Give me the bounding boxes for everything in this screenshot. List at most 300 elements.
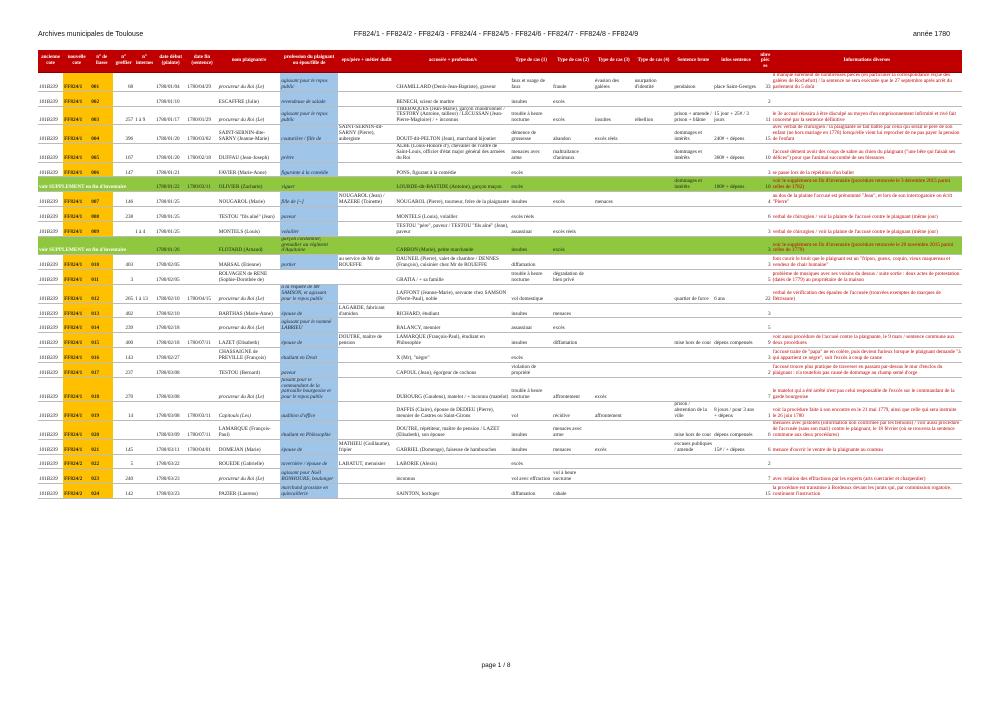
table-cell bbox=[134, 377, 155, 402]
table-cell bbox=[186, 91, 217, 106]
table-cell: l'accusé trouve plus pratique de traverser en passant par-dessus le mur d'enclos du plaignant : n'a toutefois pas causé de dommage au champ semé d'orge bbox=[772, 362, 962, 377]
table-cell: excès bbox=[552, 106, 594, 125]
table-cell bbox=[134, 348, 155, 363]
table-cell bbox=[594, 270, 634, 285]
table-cell bbox=[713, 221, 759, 236]
table-cell: vol à heure nocturne bbox=[552, 469, 594, 484]
table-cell: MATHIEU (Guillaume), fripier bbox=[338, 439, 395, 454]
table-cell bbox=[594, 469, 634, 484]
table-cell: LABORIE (Alexis) bbox=[395, 454, 510, 469]
table-cell: 1780/02/10 bbox=[155, 284, 186, 303]
table-cell: épouse de bbox=[280, 303, 337, 318]
table-cell: 7 bbox=[759, 377, 772, 402]
table-cell bbox=[594, 454, 634, 469]
table-cell: place Saint-Georges bbox=[713, 73, 759, 92]
column-header: nom plaignant/e bbox=[218, 50, 281, 73]
table-cell bbox=[134, 303, 155, 318]
table-cell bbox=[134, 270, 155, 285]
table-cell: 270 bbox=[113, 377, 134, 402]
table-cell: 101B339 bbox=[38, 377, 63, 402]
table-cell: FF824/1 bbox=[63, 318, 90, 333]
table-header-row bbox=[38, 50, 962, 73]
table-cell bbox=[634, 255, 674, 270]
table-row bbox=[38, 484, 962, 499]
column-header: Sentence brute bbox=[673, 50, 713, 73]
column-header: n° greffier bbox=[113, 50, 134, 73]
table-row bbox=[38, 333, 962, 348]
table-cell bbox=[594, 236, 634, 255]
table-cell: 005 bbox=[90, 143, 113, 162]
table-cell bbox=[634, 402, 674, 421]
table-cell: 1780/02/10 bbox=[155, 303, 186, 318]
table-cell: l'accusé dément avoir des coups de sabre au chien du plaignant ("une bête qui faisait ses délices") pour que l'animal succombé de ses blessures bbox=[772, 143, 962, 162]
table-cell: LAFFONT (Jeanne-Marie), servante chez SAMSON (Pierre-Paul), noble bbox=[395, 284, 510, 303]
table-row bbox=[38, 221, 962, 236]
column-header: n° internes bbox=[134, 50, 155, 73]
table-cell: 011 bbox=[90, 270, 113, 285]
table-cell bbox=[338, 91, 395, 106]
table-cell: PAZIER (Laurens) bbox=[218, 484, 281, 499]
table-cell: 10 bbox=[759, 143, 772, 162]
table-cell: 016 bbox=[90, 348, 113, 363]
table-cell: prêtre bbox=[280, 143, 337, 162]
table-cell bbox=[186, 469, 217, 484]
table-cell: DUBOURG (Gaudens), matelot / + inconnu (matelot) bbox=[395, 377, 510, 402]
table-cell: 017 bbox=[90, 362, 113, 377]
table-cell bbox=[338, 362, 395, 377]
table-cell: 100# + dépens bbox=[713, 177, 759, 192]
table-cell bbox=[134, 318, 155, 333]
table-cell: FF824/1 bbox=[63, 421, 90, 440]
table-cell bbox=[186, 362, 217, 377]
table-cell: 3 bbox=[759, 236, 772, 255]
page-number: page 1 / 8 bbox=[481, 662, 511, 669]
table-cell: agissant pour Noël BONHOURE, boulanger bbox=[280, 469, 337, 484]
column-header: profession du plaignant ou épou/fille de bbox=[280, 50, 337, 73]
table-cell: 101B339 bbox=[38, 469, 63, 484]
table-cell: 1780/03/11 bbox=[186, 402, 217, 421]
table-cell: BALANCY, meunier bbox=[395, 318, 510, 333]
table-cell: vol avec effraction bbox=[510, 469, 552, 484]
table-cell: procureur du Roi (Le) bbox=[218, 73, 281, 92]
table-cell: 1780/01/21 bbox=[155, 162, 186, 177]
table-cell: 1780/03/09 bbox=[155, 421, 186, 440]
table-cell bbox=[634, 318, 674, 333]
table-cell: 003 bbox=[90, 106, 113, 125]
table-cell: FF824/1 bbox=[63, 162, 90, 177]
table-cell: insultes bbox=[510, 333, 552, 348]
table-cell: affrontement bbox=[594, 402, 634, 421]
table-cell: 400 bbox=[113, 333, 134, 348]
table-cell: 6 ans bbox=[713, 284, 759, 303]
table-cell bbox=[594, 143, 634, 162]
table-cell: marchand grossiste en quincaillerie bbox=[280, 484, 337, 499]
table-cell: TESTOU "fils aîné" (Jean) bbox=[218, 207, 281, 222]
table-cell bbox=[713, 236, 759, 255]
table-cell: menaces bbox=[552, 439, 594, 454]
table-row bbox=[38, 125, 962, 144]
table-cell: 1 bbox=[759, 402, 772, 421]
table-cell: agissant pour le nommé LABRIEU bbox=[280, 318, 337, 333]
table-cell bbox=[673, 362, 713, 377]
table-cell bbox=[186, 484, 217, 499]
table-cell: 1780/07/11 bbox=[186, 333, 217, 348]
table-cell bbox=[134, 454, 155, 469]
table-cell: excès réels bbox=[552, 221, 594, 236]
table-cell: 238 bbox=[113, 207, 134, 222]
table-cell bbox=[338, 421, 395, 440]
column-header: Type de cas (4) bbox=[634, 50, 674, 73]
table-cell: LAMARQUE (François-Paul) bbox=[218, 421, 281, 440]
table-cell bbox=[134, 421, 155, 440]
table-cell bbox=[634, 348, 674, 363]
table-cell: FF824/1 bbox=[63, 402, 90, 421]
table-cell bbox=[338, 177, 395, 192]
table-cell: agissant pour le repos public bbox=[280, 106, 337, 125]
table-cell bbox=[134, 439, 155, 454]
table-cell bbox=[673, 377, 713, 402]
table-cell: voir aussi procédure de l'accusé contre la plaignante, le 9 mars / sentence commune aux deux procédures bbox=[772, 333, 962, 348]
table-cell: 1 à 9 bbox=[134, 106, 155, 125]
column-header: nouvelle cote bbox=[63, 50, 90, 73]
table-cell bbox=[552, 454, 594, 469]
table-cell: 265 bbox=[113, 284, 134, 303]
table-cell: 101B339 bbox=[38, 162, 63, 177]
table-cell: évasion des galères bbox=[594, 73, 634, 92]
table-cell: 396 bbox=[113, 125, 134, 144]
column-header: Type de cas (2) bbox=[552, 50, 594, 73]
table-cell bbox=[338, 207, 395, 222]
table-cell: 14 bbox=[113, 402, 134, 421]
table-cell bbox=[634, 362, 674, 377]
table-cell: étudiant en Philosophie bbox=[280, 421, 337, 440]
table-cell: excès bbox=[510, 454, 552, 469]
table-cell: 146 bbox=[113, 192, 134, 207]
table-cell: 403 bbox=[113, 255, 134, 270]
table-cell: excès bbox=[594, 377, 634, 402]
table-cell bbox=[634, 270, 674, 285]
table-cell: l'accusé traite de "papa" ne en colère, puis devient furieux lorsque le plaignant demande "à qui appartient ce nègre", soit l'excès à coup de canne bbox=[772, 349, 961, 361]
table-cell: 010 bbox=[90, 255, 113, 270]
table-cell: 147 bbox=[113, 162, 134, 177]
table-cell: 101B339 bbox=[38, 125, 63, 144]
table-cell: paveur bbox=[280, 362, 337, 377]
table-cell: 15 jour + 25# / 3 jours bbox=[713, 106, 759, 125]
table-cell: 101B339 bbox=[38, 484, 63, 499]
table-cell bbox=[634, 125, 674, 144]
table-cell: 2 bbox=[759, 91, 772, 106]
table-cell: MONTELS (Louis) bbox=[218, 221, 281, 236]
table-cell: étudiant en Droit bbox=[280, 348, 337, 363]
table-cell bbox=[713, 270, 759, 285]
table-cell bbox=[713, 303, 759, 318]
table-row bbox=[38, 362, 962, 377]
table-cell: CHASSAIGNE de PREVILLE (François) bbox=[218, 348, 281, 363]
table-cell: trouble à heure nocturne bbox=[510, 270, 552, 285]
table-cell: 101B339 bbox=[38, 270, 63, 285]
table-cell bbox=[338, 270, 395, 285]
table-cell: FF824/1 bbox=[63, 106, 90, 125]
table-cell: tavernière / épouse de bbox=[280, 454, 337, 469]
table-cell: insultes bbox=[510, 192, 552, 207]
table-cell: 1780/03/23 bbox=[155, 469, 186, 484]
table-cell: menaces bbox=[552, 303, 594, 318]
table-cell: LOURDE-dit-BASTIDE (Antoine), garçon maçon bbox=[395, 177, 510, 192]
table-cell bbox=[134, 333, 155, 348]
table-cell: 1 à 13 bbox=[134, 284, 155, 303]
table-cell: procureur du Roi (Le) bbox=[218, 318, 281, 333]
table-cell: 015 bbox=[90, 333, 113, 348]
table-cell: ESCAFFRE (Julie) bbox=[218, 91, 281, 106]
table-cell bbox=[594, 303, 634, 318]
table-cell bbox=[338, 377, 395, 402]
table-cell: affrontement bbox=[552, 377, 594, 402]
table-cell bbox=[113, 91, 134, 106]
table-cell: mise hors de cour bbox=[673, 421, 713, 440]
table-cell: SAINTON, horloger bbox=[395, 484, 510, 499]
table-cell: garçon cordonnier, grenadier au régiment d'Aquitaine bbox=[280, 236, 337, 255]
table-cell: NOUGAROL (Jean) / MAZERE (Toinette) bbox=[338, 192, 395, 207]
table-cell: 1780/01/20 bbox=[155, 143, 186, 162]
table-cell bbox=[634, 333, 674, 348]
table-cell: menaces avec arme bbox=[552, 421, 594, 440]
table-cell: 22 bbox=[759, 284, 772, 303]
table-cell: 6 bbox=[759, 207, 772, 222]
table-cell bbox=[594, 221, 634, 236]
table-cell: 101B339 bbox=[38, 318, 63, 333]
table-cell: 001 bbox=[90, 73, 113, 92]
table-cell: 6 bbox=[759, 421, 772, 440]
table-cell bbox=[338, 162, 395, 177]
column-header: accusé/e + profession/s bbox=[395, 50, 510, 73]
table-cell: CARBON (Marie), petite marchande bbox=[395, 236, 510, 255]
table-cell: 7 bbox=[759, 469, 772, 484]
table-cell: 9 bbox=[759, 333, 772, 348]
table-cell: paveur bbox=[280, 207, 337, 222]
table-cell: assassinat bbox=[510, 221, 552, 236]
table-cell: 1780/02/05 bbox=[155, 255, 186, 270]
table-cell: FF824/1 bbox=[63, 439, 90, 454]
table-cell: 1780/02/05 bbox=[155, 270, 186, 285]
table-cell: 1780/04/01 bbox=[186, 439, 217, 454]
table-cell bbox=[594, 177, 634, 192]
table-cell: vol bbox=[510, 402, 552, 421]
table-cell bbox=[134, 91, 155, 106]
table-cell: 1780/01/26 bbox=[155, 236, 186, 255]
table-row bbox=[38, 106, 962, 125]
table-cell: CAPOUL (Jean), égorgeur de cochons bbox=[395, 362, 510, 377]
column-header: Informations diverses bbox=[772, 50, 962, 73]
table-cell bbox=[186, 303, 217, 318]
table-cell bbox=[673, 270, 713, 285]
table-cell: 009 bbox=[90, 221, 113, 236]
archive-name: Archives municipales de Toulouse bbox=[38, 31, 144, 38]
table-cell: 2 bbox=[759, 454, 772, 469]
table-cell bbox=[673, 318, 713, 333]
table-cell bbox=[338, 348, 395, 363]
table-cell: 022 bbox=[90, 454, 113, 469]
table-cell: 6 bbox=[759, 439, 772, 454]
table-row bbox=[38, 454, 962, 469]
table-cell bbox=[594, 484, 634, 499]
table-cell: voir le supplément en fin d'inventaire (procédure retrouvée le 20 novembre 2015 parmi celles de 1779) bbox=[772, 236, 962, 255]
table-cell: épouse de bbox=[280, 333, 337, 348]
table-cell bbox=[634, 484, 674, 499]
table-cell: 007 bbox=[90, 192, 113, 207]
table-cell: 1780/02/18 bbox=[155, 318, 186, 333]
table-cell: Capitouls (Les) bbox=[218, 402, 281, 421]
table-cell: 3 bbox=[759, 255, 772, 270]
table-cell: 145 bbox=[113, 439, 134, 454]
table-cell bbox=[134, 469, 155, 484]
table-cell: audition d'office bbox=[280, 402, 337, 421]
table-cell bbox=[634, 192, 674, 207]
table-cell bbox=[634, 207, 674, 222]
table-cell: FF824/1 bbox=[63, 143, 90, 162]
table-cell: FF824/1 bbox=[63, 192, 90, 207]
table-cell bbox=[673, 484, 713, 499]
table-cell: excès bbox=[510, 162, 552, 177]
table-cell: dommages et intérêts bbox=[673, 125, 713, 144]
table-cell: 239 bbox=[113, 318, 134, 333]
table-cell: 012 bbox=[90, 284, 113, 303]
table-cell: FF824/1 bbox=[63, 221, 90, 236]
table-cell bbox=[634, 221, 674, 236]
table-body bbox=[38, 73, 962, 499]
table-cell: 1780/03/08 bbox=[155, 377, 186, 402]
table-cell: excès bbox=[552, 192, 594, 207]
table-cell: 024 bbox=[90, 484, 113, 499]
table-cell: agissant pour le repos public bbox=[280, 73, 337, 92]
table-row bbox=[38, 318, 962, 333]
table-cell: insultes bbox=[510, 303, 552, 318]
table-cell: mise hors de cour bbox=[673, 333, 713, 348]
table-cell: DOUIT-dit-PELTON (Jean), marchand bijoutier bbox=[395, 125, 510, 144]
table-cell: voir la procédure faite à son encontre en le 21 mai 1779, ainsi que celle qui sera instruite le 26 juin 1780 bbox=[772, 402, 962, 421]
table-cell bbox=[713, 362, 759, 377]
table-cell bbox=[713, 162, 759, 177]
table-cell: excès bbox=[594, 439, 634, 454]
table-cell bbox=[186, 348, 217, 363]
table-cell bbox=[338, 484, 395, 499]
table-cell: inconnus bbox=[395, 469, 510, 484]
table-cell: excès bbox=[510, 348, 552, 363]
table-cell: FF824/1 bbox=[63, 303, 90, 318]
table-cell: 143 bbox=[113, 348, 134, 363]
table-cell: OLIVIER (Zacharie) bbox=[218, 177, 281, 192]
table-cell bbox=[552, 362, 594, 377]
table-cell: 167 bbox=[113, 143, 134, 162]
table-cell: 5 bbox=[759, 318, 772, 333]
table-cell: SAINT-SERNIN-dit-SARNY (Pierre), aubergiste bbox=[338, 125, 395, 144]
table-cell: 3 bbox=[759, 303, 772, 318]
table-cell: 101B339 bbox=[38, 221, 63, 236]
table-cell: ALBE (Louis-Honoré d'), chevalier de l'ordre de Saint-Louis, officier d'état major général des armées du Roi bbox=[395, 143, 510, 162]
table-cell bbox=[673, 207, 713, 222]
table-cell bbox=[186, 162, 217, 177]
table-cell bbox=[134, 255, 155, 270]
table-cell bbox=[713, 207, 759, 222]
table-cell: 1780/04/15 bbox=[186, 284, 217, 303]
table-cell: 023 bbox=[90, 469, 113, 484]
column-header: Type de cas (1) bbox=[510, 50, 552, 73]
table-cell: 101B339 bbox=[38, 192, 63, 207]
table-cell: 1780/03/22 bbox=[155, 454, 186, 469]
table-cell: insultes bbox=[594, 106, 634, 125]
table-cell: LAZET (Elisabeth) bbox=[218, 333, 281, 348]
table-cell: 101B339 bbox=[38, 402, 63, 421]
table-cell: 1780/01/25 bbox=[155, 192, 186, 207]
table-cell: 101B339 bbox=[38, 454, 63, 469]
table-cell bbox=[673, 303, 713, 318]
column-header: date fin (sentence) bbox=[186, 50, 217, 73]
table-cell: FF824/2 bbox=[63, 484, 90, 499]
table-cell: 021 bbox=[90, 439, 113, 454]
table-cell: voir le supplément en fin d'inventaire (procédure retrouvée le 3 décembre 2015 parmi celles de 1782) bbox=[772, 177, 962, 192]
table-cell bbox=[186, 236, 217, 255]
table-cell: FF824/2 bbox=[63, 454, 90, 469]
table-cell: NOUGAROL (Marie) bbox=[218, 192, 281, 207]
table-cell bbox=[338, 469, 395, 484]
table-cell bbox=[713, 469, 759, 484]
table-cell: 101B339 bbox=[38, 362, 63, 377]
table-row bbox=[38, 439, 962, 454]
table-cell: insultes bbox=[510, 439, 552, 454]
table-cell: 1780/01/10 bbox=[155, 91, 186, 106]
table-cell: FF824/1 bbox=[63, 362, 90, 377]
table-cell: 101B339 bbox=[38, 91, 63, 106]
table-cell bbox=[772, 303, 962, 318]
table-cell bbox=[134, 192, 155, 207]
table-row bbox=[38, 377, 962, 402]
table-cell bbox=[673, 91, 713, 106]
table-cell: vol domestique bbox=[510, 284, 552, 303]
table-cell: ROUEDE (Gabrielle) bbox=[218, 454, 281, 469]
table-row bbox=[38, 143, 962, 162]
table-cell bbox=[134, 484, 155, 499]
table-cell: DAUNEIL (Pierre), valet de chambre / DENNES (François), cuisinier chez Mr de ROUEFFE bbox=[395, 255, 510, 270]
table-cell: excès réels bbox=[510, 207, 552, 222]
table-cell bbox=[673, 454, 713, 469]
table-row bbox=[38, 270, 962, 285]
table-cell bbox=[713, 192, 759, 207]
table-cell: DAFFIS (Claire), épouse de DEDIEU (Pierre), meunier de Castres ou Saint-Girons bbox=[395, 402, 510, 421]
table-cell: 3 bbox=[759, 348, 772, 363]
table-cell bbox=[594, 348, 634, 363]
table-cell: le matelot qui a été arrêté n'est pas celui responsable de l'excès sur le commandant de la garde bourgeoise bbox=[772, 377, 962, 402]
table-cell bbox=[186, 221, 217, 236]
table-cell: FF824/1 bbox=[63, 125, 90, 144]
table-cell: DOUTRE, maître de pension bbox=[338, 333, 395, 348]
table-cell bbox=[338, 318, 395, 333]
table-cell bbox=[552, 284, 594, 303]
table-cell: voir SUPPLEMENT en fin d'inventaire bbox=[38, 177, 155, 192]
table-cell bbox=[552, 177, 594, 192]
table-cell: 1780/01/17 bbox=[155, 106, 186, 125]
table-cell bbox=[338, 236, 395, 255]
table-cell bbox=[134, 402, 155, 421]
table-cell: 1780/01/22 bbox=[155, 177, 186, 192]
table-cell bbox=[673, 192, 713, 207]
table-cell bbox=[772, 454, 962, 469]
table-row bbox=[38, 91, 962, 106]
table-cell bbox=[673, 236, 713, 255]
table-cell: 101B339 bbox=[38, 106, 63, 125]
table-cell: 360# + dépens bbox=[713, 143, 759, 162]
table-cell bbox=[113, 221, 134, 236]
table-cell bbox=[634, 303, 674, 318]
table-cell: 008 bbox=[90, 207, 113, 222]
